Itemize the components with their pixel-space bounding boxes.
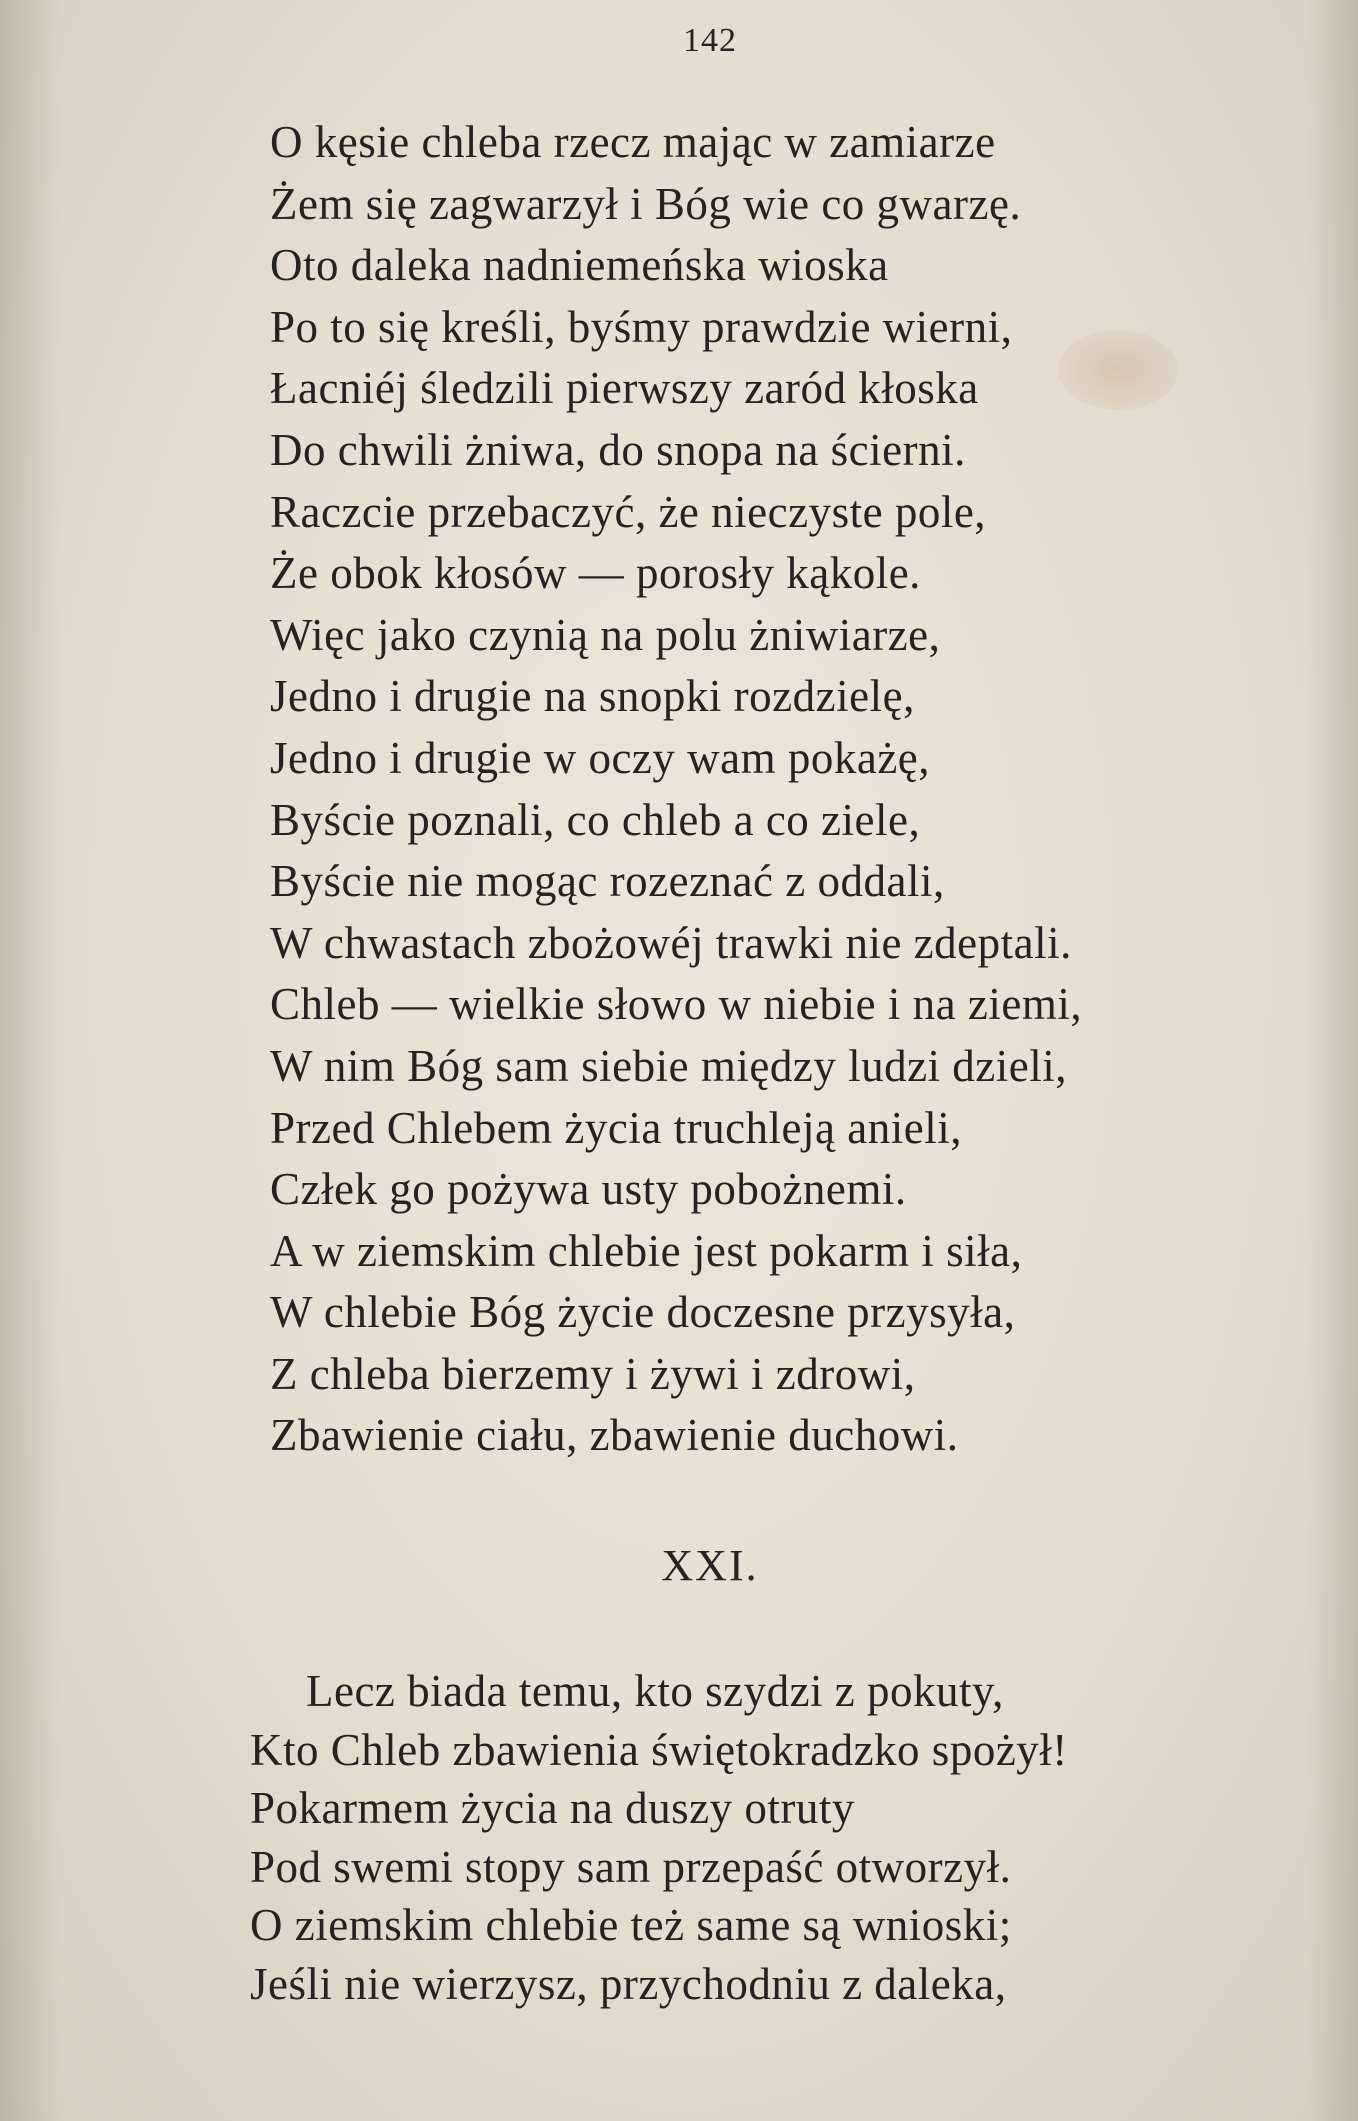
verse-line: W nim Bóg sam siebie między ludzi dzieli,	[270, 1040, 1068, 1091]
verse-line: Pod swemi stopy sam przepaść otworzył.	[250, 1841, 1012, 1892]
verse-line: Jeśli nie wierzysz, przychodniu z daleka,	[250, 1958, 1007, 2009]
verse-line: Zbawienie ciału, zbawienie duchowi.	[270, 1410, 959, 1461]
verse-line: Więc jako czynią na polu żniwiarze,	[270, 609, 941, 660]
verse-line: Jedno i drugie w oczy wam pokażę,	[270, 732, 931, 783]
section-heading: XXI.	[661, 1541, 759, 1590]
verse-line: Z chleba bierzemy i żywi i zdrowi,	[270, 1348, 916, 1399]
verse-line: O kęsie chleba rzecz mając w zamiarze	[270, 117, 996, 167]
verse-line: Do chwili żniwa, do snopa na ścierni.	[270, 424, 966, 475]
verse-line: W chwastach zbożowéj trawki nie zdeptali.	[270, 917, 1072, 968]
page-number: 142	[683, 22, 737, 59]
verse-line: Łacniéj śledzili pierwszy zaród kłoska	[270, 363, 979, 414]
verse-line: Żem się zagwarzył i Bóg wie co gwarzę.	[270, 178, 1022, 229]
verse-line: Byście poznali, co chleb a co ziele,	[270, 794, 921, 845]
verse-line: Raczcie przebaczyć, że nieczyste pole,	[270, 486, 987, 537]
verse-line: Byście nie mogąc rozeznać z oddali,	[270, 856, 945, 907]
verse-line: Kto Chleb zbawienia świętokradzko spożył!	[250, 1724, 1068, 1775]
verse-line: Że obok kłosów — porosły kąkole.	[270, 548, 921, 599]
verse-line: A w ziemskim chlebie jest pokarm i siła,	[270, 1225, 1023, 1276]
verse-line: Oto daleka nadniemeńska wioska	[270, 240, 889, 291]
verse-line: Przed Chlebem życia truchleją anieli,	[270, 1102, 962, 1153]
stanza-2	[250, 1662, 1310, 2013]
verse-line: Chleb — wielkie słowo w niebie i na ziemi,	[270, 979, 1083, 1030]
verse-line: Po to się kreśli, byśmy prawdzie wierni,	[270, 301, 1013, 352]
stanza-1	[270, 112, 1280, 1467]
verse-line: Pokarmem życia na duszy otruty	[250, 1783, 855, 1833]
verse-line: Lecz biada temu, kto szydzi z pokuty,	[306, 1666, 1004, 1716]
verse-line: W chlebie Bóg życie doczesne przysyła,	[270, 1287, 1016, 1338]
verse-line: Człek go pożywa usty pobożnemi.	[270, 1164, 907, 1215]
verse-line: O ziemskim chlebie też same są wnioski;	[250, 1900, 1012, 1950]
verse-line: Jedno i drugie na snopki rozdzielę,	[270, 671, 915, 722]
